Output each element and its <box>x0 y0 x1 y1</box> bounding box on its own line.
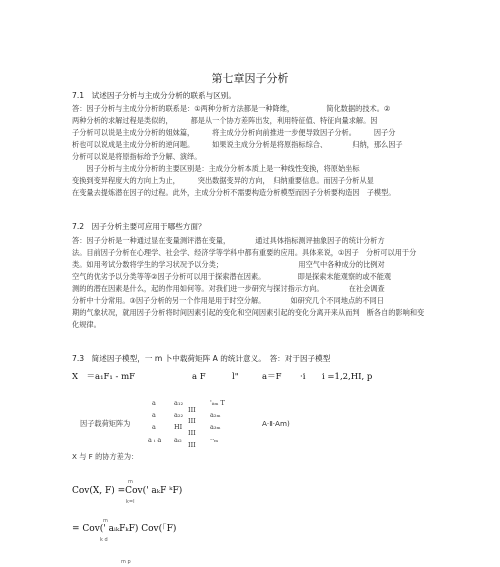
s71-line: 子分析可以说是主成分分析的姐妹篇， 将主成分分析向前推进一步便导致因子分析。 因子分 <box>72 128 396 137</box>
sum-lower-limit: k d <box>100 537 108 543</box>
matrix-cell: aᵢ₂ <box>174 436 182 444</box>
matrix-bar: III <box>188 429 196 437</box>
matrix-cell: 'ᵢᵢₘ T <box>210 399 225 407</box>
loading-matrix-vector: A·Ⅱ·Am) <box>262 419 290 428</box>
matrix-cell: ··ₘ <box>210 436 219 444</box>
sum-lower-limit: k=l <box>126 499 135 505</box>
s72-line: 法。目前因子分析在心理学、社会学、经济学等学科中都有重要的应用。具体来说，①因子 分析可以用于分 <box>72 248 417 257</box>
sum-upper-limit: m p <box>121 559 131 565</box>
s72-line: 类。如用考试分数将学生的学习状况予以分类； 用空气中各种成分的比例对 <box>72 260 385 269</box>
s72-line: 化规律。 <box>72 320 101 329</box>
sum-upper-limit: m <box>103 518 108 524</box>
s71-line: 两种分析的求解过程是类似的， 都是从一个协方差阵出发，利用特征值、特征向量求解。因 <box>72 116 378 125</box>
covariance-intro: X 与 F 的协方差为： <box>72 452 139 461</box>
s72-line: 测的的潜在因素是什么，起的作用如何等。对我们进一步研究与探讨指示方向。 在社会调查 <box>72 284 385 293</box>
s71-line: 在变量去提炼潜在因子的过程。此外，主成分分析不需要构造分析模型而因子分析要构造因 子模型。 <box>72 188 396 197</box>
matrix-bar: III <box>188 417 196 425</box>
matrix-bar: III <box>188 406 196 414</box>
matrix-cell: a <box>152 411 156 419</box>
matrix-cell: HI <box>174 423 183 431</box>
matrix-cell: a₁₂ <box>174 399 184 407</box>
covariance-formula-1: Cov(X, F) =Cov(' aₖF ᵏF) <box>72 486 183 496</box>
loading-matrix <box>146 397 242 453</box>
matrix-cell: a₂₂ <box>174 411 184 419</box>
factor-model-term: l" <box>232 372 239 382</box>
matrix-cell: a ᵢ a <box>148 436 162 444</box>
s72-line: 分析中十分常用。③因子分析的另一个作用是用于时空分解。 如研究几个不同地点的不同日 <box>72 296 384 305</box>
section-7-3-heading: 7.3 简述因子模型，一 m 卜中载荷矩阵 A 的统计意义。 答：对于因子模型 <box>72 354 331 363</box>
factor-model-term: ·i <box>300 372 306 382</box>
covariance-formula-2: = Cov(' aᵢₖFₖF) Cov(「F) <box>72 524 177 534</box>
factor-model-index-range: i =1,2,HI, p <box>322 372 373 382</box>
matrix-cell: a₃ₘ <box>210 423 221 431</box>
factor-model-term: a F <box>192 372 206 382</box>
loading-matrix-label: 因子载荷矩阵为 <box>80 419 131 428</box>
section-7-1-heading: 7.1 试述因子分析与主成分分析的联系与区别。 <box>72 91 236 100</box>
s71-line: 答：因子分析与主成分分析的联系是：①两种分析方法都是一种降维， 简化数据的技术。② <box>72 104 391 113</box>
factor-model-lhs: X ＝a₁F₁ - mF <box>72 372 136 382</box>
matrix-cell: a₂ₘ <box>210 411 221 419</box>
matrix-bar: III <box>188 441 196 449</box>
factor-model-term: a＝F <box>262 372 282 382</box>
section-7-2-heading: 7.2 因子分析主要可应用于哪些方面？ <box>72 222 206 231</box>
s72-line: 答：因子分析是一种通过显在变量测评潜在变量， 通过具体指标测评抽象因子的统计分析方 <box>72 236 385 245</box>
sum-upper-limit: m <box>128 479 133 485</box>
s72-line: 空气的优劣予以分类等等②因子分析可以用于探索潜在因素。 即是探索未能观察的或不能观 <box>72 272 392 281</box>
chapter-title: 第七章因子分析 <box>211 72 289 85</box>
s71-line: 变换到变异程度大的方向上为止， 突出数据变异的方向， 归纳重要信息。而因子分析从显 <box>72 176 374 185</box>
s71-line: 析也可以说成是主成分分析的逆问题。 如果说主成分分析是将原指标综合、 归纳，那么因子 <box>72 140 403 149</box>
matrix-cell: a <box>152 399 156 407</box>
s71-line: 分析可以说是将原指标给予分解、演绎。 <box>72 152 202 161</box>
matrix-cell: a <box>152 423 156 431</box>
s71-line: 因子分析与主成分分析的主要区别是：主成分分析本质上是一种线性变换，将原始坐标 <box>72 164 360 173</box>
s72-line: 期的气象状况，就用因子分析将时间因素引起的变化和空间因素引起的变化分离开来从而判 断各自的影响和变 <box>72 308 425 317</box>
